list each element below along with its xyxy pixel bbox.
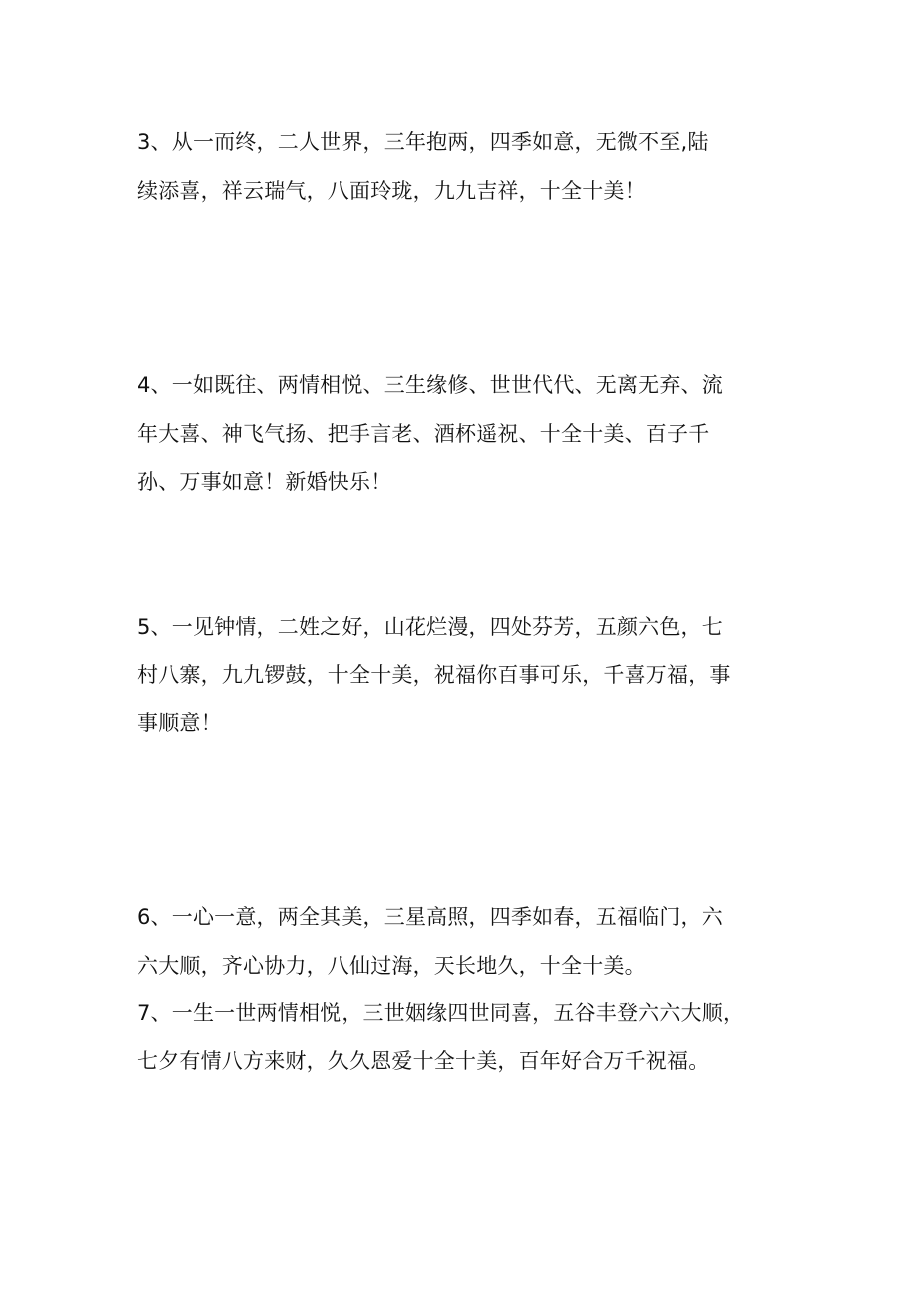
text-line: 3、从一而终，二人世界，三年抱两，四季如意，无微不至,陆 xyxy=(137,130,709,154)
text-line: 7、一生一世两情相悦，三世姻缘四世同喜，五谷丰登六六大顺， xyxy=(137,1001,745,1025)
text-line: 村八寨，九九锣鼓，十全十美，祝福你百事可乐，千喜万福，事 xyxy=(137,663,731,687)
text-line: 4、一如既往、两情相悦、三生缘修、世世代代、无离无弃、流 xyxy=(137,373,723,397)
text-line: 6、一心一意，两全其美，三星高照，四季如春，五福临门，六 xyxy=(137,905,723,929)
text-line: 孙、万事如意！新婚快乐！ xyxy=(137,470,392,494)
text-line: 5、一见钟情，二姓之好，山花烂漫，四处芬芳，五颜六色，七 xyxy=(137,615,723,639)
text-line: 续添喜，祥云瑞气，八面玲珑，九九吉祥，十全十美！ xyxy=(137,179,646,203)
text-line: 事顺意！ xyxy=(137,711,222,735)
text-line: 七夕有情八方来财，久久恩爱十全十美，百年好合万千祝福。 xyxy=(137,1049,710,1073)
text-line: 年大喜、神飞气扬、把手言老、酒杯遥祝、十全十美、百子千 xyxy=(137,422,710,446)
text-line: 六大顺，齐心协力，八仙过海，天长地久，十全十美。 xyxy=(137,954,646,978)
